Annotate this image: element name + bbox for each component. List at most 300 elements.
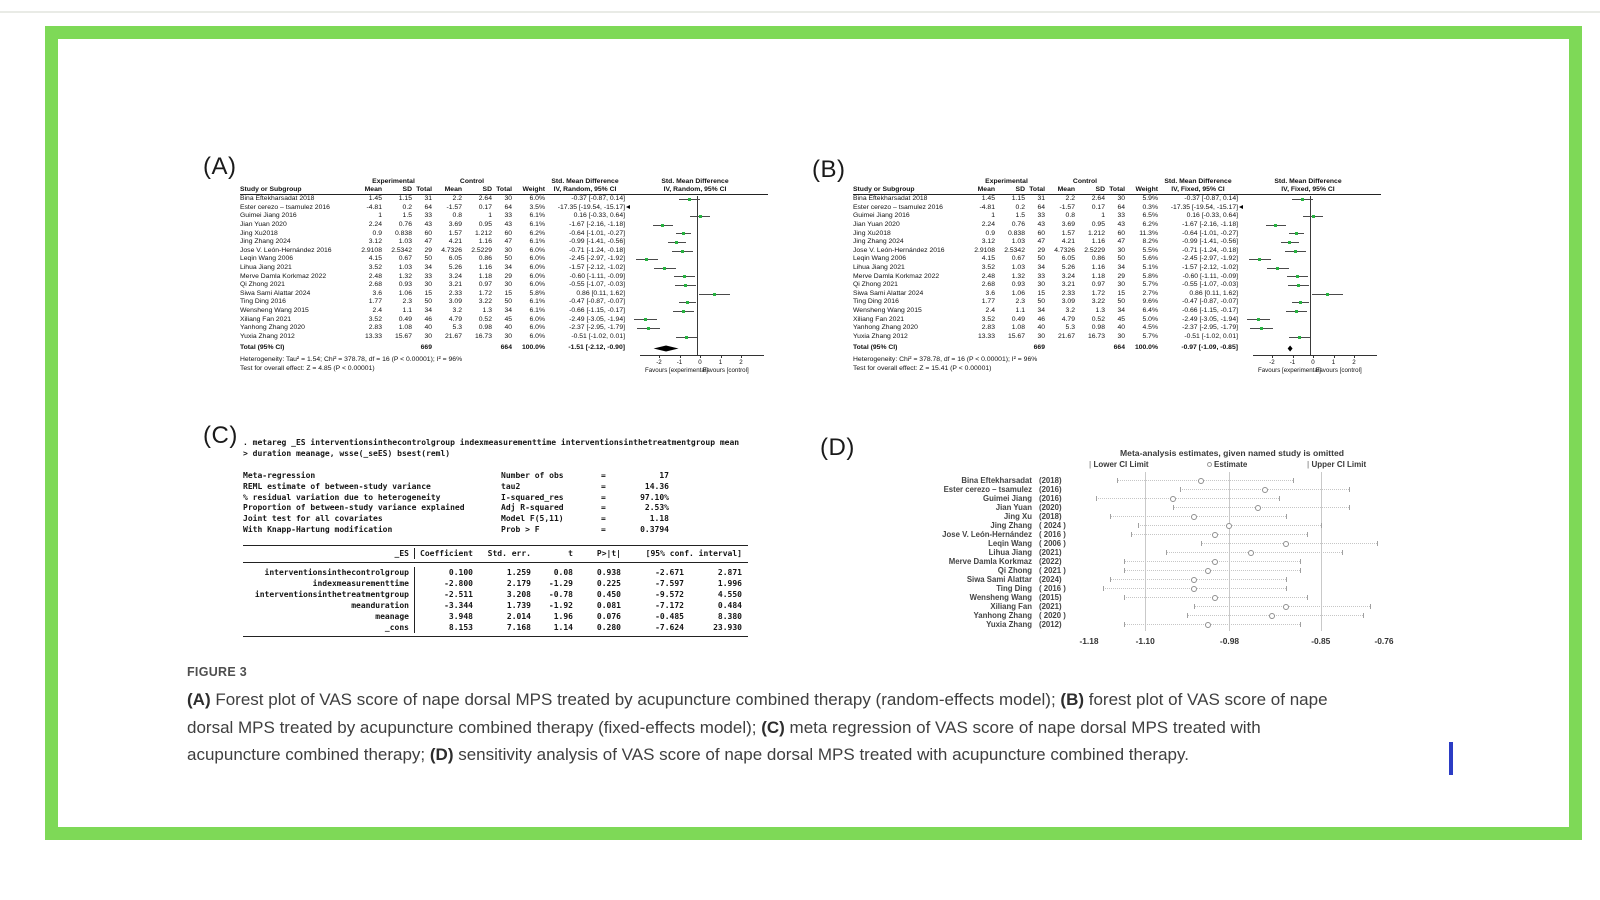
control-mean: -1.57 (1059, 203, 1075, 211)
weight-value: 6.0% (529, 246, 545, 254)
estimate-marker (1170, 496, 1176, 502)
smd-ci-text: -2.37 [-2.95, -1.79] (1182, 324, 1238, 332)
std-err-value: 2.179 (506, 578, 531, 588)
experimental-sd: 1.5 (402, 212, 412, 220)
total-experimental-n: 669 (1033, 344, 1045, 352)
control-mean: 4.7326 (1054, 246, 1075, 254)
experimental-mean: 3.52 (981, 315, 995, 323)
control-sd: 1.16 (1091, 238, 1105, 246)
stat-key: tau2 (501, 481, 521, 491)
control-total: 45 (504, 315, 512, 323)
lower-ci-tick (1138, 523, 1139, 528)
study-year: (2016) (1039, 485, 1062, 494)
control-total: 47 (504, 238, 512, 246)
forest-study-row (853, 221, 1381, 230)
estimate-marker (1283, 604, 1289, 610)
t-value: 1.14 (553, 622, 573, 632)
control-total: 50 (504, 298, 512, 306)
smd-plot-header: Std. Mean Difference (1274, 178, 1342, 185)
figure-caption-heading: FIGURE 3 (187, 665, 248, 679)
control-mean: 21.67 (1057, 332, 1075, 340)
total-ci-text: -1.51 [-2.12, -0.90] (568, 344, 625, 352)
sensitivity-plot-cell (1089, 611, 1384, 620)
experimental-mean: -4.81 (366, 203, 382, 211)
smd-ci-text: -1.67 [-2.16, -1.18] (1182, 220, 1238, 228)
control-mean: 3.2 (1065, 306, 1075, 314)
smd-ci-text: -1.57 [-2.12, -1.02] (569, 263, 625, 271)
std-err-value: 3.208 (506, 589, 531, 599)
point-estimate-marker (699, 215, 702, 218)
estimate-marker (1191, 577, 1197, 583)
ci-plot-cell (625, 298, 765, 307)
weight-value: 5.9% (1142, 195, 1158, 203)
control-mean: 2.33 (1061, 289, 1075, 297)
control-sd: 1.16 (478, 238, 492, 246)
lower-ci-tick (1124, 622, 1125, 627)
control-total: 30 (504, 195, 512, 203)
experimental-total: 50 (1037, 255, 1045, 263)
stat-label: Joint test for all covariates (243, 514, 383, 524)
point-estimate-marker (1295, 310, 1298, 313)
control-total: 40 (504, 324, 512, 332)
omitted-study-label (857, 521, 1083, 530)
estimate-marker (1269, 613, 1275, 619)
total-diamond-cell (625, 344, 765, 353)
figure-caption (187, 665, 1467, 769)
point-estimate-marker (686, 301, 689, 304)
sensitivity-study-row (857, 521, 1392, 530)
forest-total-row (853, 344, 1381, 353)
axis-tick (721, 355, 722, 358)
point-estimate-marker (1258, 258, 1261, 261)
control-mean: 0.8 (1065, 212, 1075, 220)
study-year: (2016) (1039, 494, 1062, 503)
study-year: ( 2024 ) (1039, 521, 1066, 530)
upper-ci-tick (1279, 496, 1280, 501)
forest-study-row (853, 316, 1381, 325)
forest-study-row (240, 316, 768, 325)
upper-ci-tick (1286, 577, 1287, 582)
study-name: Merve Damla Korkmaz 2022 (853, 272, 940, 280)
smd-ci-text: -17.35 [-19.54, -15.17] (1170, 203, 1238, 211)
estimate-marker (1212, 595, 1218, 601)
smd-ci-text: -0.64 [-1.01, -0.27] (1182, 229, 1238, 237)
ci-plot-cell (625, 264, 765, 273)
estimate-marker (1191, 586, 1197, 592)
experimental-sd: 2.5342 (391, 246, 412, 254)
weight-value: 6.0% (529, 281, 545, 289)
omitted-study-label (857, 503, 1083, 512)
axis-tick (741, 355, 742, 358)
regression-row (243, 611, 748, 622)
smd-ci-text: -0.51 [-1.02, 0.01] (1184, 332, 1238, 340)
ci-plot-cell (1238, 298, 1378, 307)
axis-tick-label: -2 (1269, 358, 1275, 366)
smd-ci-text: 0.86 [0.11, 1.62] (576, 289, 625, 297)
forest-study-row (853, 230, 1381, 239)
omitted-study-label (857, 575, 1083, 584)
forest-study-row (240, 255, 768, 264)
sensitivity-plot-cell (1089, 494, 1384, 503)
ci-upper-value: 2.871 (717, 567, 742, 577)
study-name: Wensheng Wang 2015 (853, 306, 922, 314)
weight-value: 5.7% (1142, 332, 1158, 340)
control-total: 30 (504, 281, 512, 289)
study-name: Merve Damla Korkmaz 2022 (240, 272, 327, 280)
ci-lower-value: -7.624 (655, 622, 684, 632)
weight-value: 6.1% (529, 306, 545, 314)
forest-total-row (240, 344, 768, 353)
point-estimate-marker (684, 284, 687, 287)
point-estimate-marker (1299, 301, 1302, 304)
experimental-mean: 0.9 (985, 229, 995, 237)
smd-ci-text: -0.47 [-0.87, -0.07] (1182, 298, 1238, 306)
axis-tick-label: 0 (1311, 358, 1315, 366)
smd-ci-text: -2.49 [-3.05, -1.94] (1182, 315, 1238, 323)
axis-tick (700, 355, 701, 358)
stat-equals: = (601, 492, 606, 502)
ci-plot-cell (625, 195, 765, 204)
experimental-sd: 1.06 (398, 289, 412, 297)
study-name: Bina Eftekharsadat 2018 (853, 195, 928, 203)
estimate-circle-icon (1207, 462, 1212, 467)
control-total: 34 (504, 263, 512, 271)
spacer (432, 344, 492, 353)
ci-plot-cell (625, 212, 765, 221)
control-mean: 3.24 (1061, 272, 1075, 280)
ci-plot-cell (625, 204, 765, 213)
sensitivity-study-row (857, 503, 1392, 512)
ci-plot-cell (1238, 195, 1378, 204)
sensitivity-study-row (857, 494, 1392, 503)
axis-tick-label: 0 (698, 358, 702, 366)
study-name: Bina Eftekharsadat (961, 476, 1032, 485)
favours-experimental-label: Favours [experimental] (1257, 366, 1321, 374)
study-year: ( 2016 ) (1039, 530, 1066, 539)
caption-line (187, 741, 1467, 769)
control-total: 30 (504, 332, 512, 340)
experimental-mean: 2.83 (981, 324, 995, 332)
control-total: 64 (504, 203, 512, 211)
experimental-mean: 2.24 (368, 220, 382, 228)
study-year: (2018) (1039, 512, 1062, 521)
ci-upper-value: 8.380 (717, 611, 742, 621)
experimental-mean: 2.9108 (361, 246, 382, 254)
weight-value: 5.8% (1142, 272, 1158, 280)
point-estimate-marker (682, 310, 685, 313)
control-mean: 4.79 (448, 315, 462, 323)
legend-lower-ci: | Lower CI Limit (1089, 460, 1149, 469)
control-mean: 1.57 (448, 229, 462, 237)
control-mean: 3.2 (452, 306, 462, 314)
weight-value: 6.2% (1142, 220, 1158, 228)
study-year: (2012) (1039, 620, 1062, 629)
study-name: Lihua Jiang 2021 (240, 263, 292, 271)
point-estimate-marker (663, 267, 666, 270)
study-name: Xiliang Fan (990, 602, 1032, 611)
caption-text: sensitivity analysis of VAS score of nape dorsal MPS treated with acupuncture combined therapy. (453, 745, 1189, 764)
study-name: Yanhong Zhang 2020 (240, 324, 305, 332)
smd-ci-text: -0.60 [-1.11, -0.09] (569, 272, 625, 280)
stata-stat-row (243, 503, 788, 514)
study-name: Siwa Sami Alattar 2024 (240, 289, 311, 297)
smd-ci-text: -0.37 [-0.87, 0.14] (571, 195, 625, 203)
ci-plot-cell (1238, 212, 1378, 221)
control-total: 33 (504, 212, 512, 220)
experimental-mean: 2.48 (981, 272, 995, 280)
lower-ci-tick (1187, 613, 1188, 618)
sensitivity-plot-cell (1089, 521, 1384, 530)
experimental-sd: 0.49 (398, 315, 412, 323)
omitted-study-label (857, 539, 1083, 548)
forest-study-row (853, 255, 1381, 264)
study-name: Lihua Jiang (988, 548, 1032, 557)
point-estimate-marker (681, 250, 684, 253)
weight-value: 5.7% (1142, 281, 1158, 289)
study-name: Leqin Wang 2006 (240, 255, 294, 263)
top-divider-line (0, 11, 1600, 13)
study-name: Jing Zhang (990, 521, 1032, 530)
header-p: P>|t| (596, 548, 621, 558)
axis-tick (1293, 355, 1294, 358)
control-total: 29 (1117, 272, 1125, 280)
point-estimate-marker (1295, 232, 1298, 235)
ci-lower-value: -0.485 (655, 611, 684, 621)
regression-row (243, 589, 748, 600)
forest-study-row (240, 281, 768, 290)
stat-equals: = (601, 524, 606, 534)
lower-ci-tick (1096, 496, 1097, 501)
forest-study-row (240, 230, 768, 239)
experimental-sd: 0.49 (1011, 315, 1025, 323)
total-ci-text: -0.97 [-1.09, -0.85] (1181, 344, 1238, 352)
weight-value: 6.0% (529, 315, 545, 323)
experimental-sd: 0.76 (1011, 220, 1025, 228)
column-header: Study or Subgroup (240, 186, 302, 194)
caption-text: dorsal MPS treated by acupuncture combined therapy (fixed-effects model); (187, 717, 762, 737)
study-name: Wensheng Wang 2015 (240, 306, 309, 314)
experimental-mean: 1.45 (368, 195, 382, 203)
point-estimate-marker (661, 224, 664, 227)
axis-tick (1313, 355, 1314, 358)
panel-d-label: (D) (820, 434, 855, 461)
stata-stat-row (243, 525, 788, 536)
sensitivity-legend (1089, 460, 1389, 470)
control-mean: 3.09 (448, 298, 462, 306)
axis-tick-label: -0.76 (1374, 636, 1394, 646)
omitted-study-label (857, 620, 1083, 629)
ci-plot-cell (625, 316, 765, 325)
estimate-marker (1191, 514, 1197, 520)
sensitivity-plot-cell (1089, 566, 1384, 575)
forest-study-row (853, 290, 1381, 299)
study-name: Ester cerezo – tsamulez (943, 485, 1032, 494)
weight-value: 5.0% (1142, 315, 1158, 323)
study-year: ( 2020 ) (1039, 611, 1066, 620)
experimental-total: 30 (1037, 332, 1045, 340)
experimental-sd: 0.2 (402, 203, 412, 211)
control-sd: 1.212 (474, 229, 492, 237)
omitted-study-label (857, 584, 1083, 593)
weight-value: 9.6% (1142, 298, 1158, 306)
weight-value: 8.2% (1142, 238, 1158, 246)
forest-study-row (853, 247, 1381, 256)
study-name: Xiliang Fan 2021 (853, 315, 905, 323)
std-err-value: 1.739 (506, 600, 531, 610)
study-name: Qi Zhong 2021 (240, 281, 285, 289)
experimental-sd: 1.1 (402, 306, 412, 314)
smd-ci-text: -0.71 [-1.24, -0.18] (1182, 246, 1238, 254)
control-total: 64 (1117, 203, 1125, 211)
weight-value: 6.0% (529, 272, 545, 280)
regression-table (243, 545, 748, 637)
forest-study-row (240, 238, 768, 247)
point-estimate-marker (1296, 275, 1299, 278)
stata-stat-row (243, 514, 788, 525)
weight-value: 6.0% (529, 263, 545, 271)
smd-ci-text: -0.37 [-0.87, 0.14] (1184, 195, 1238, 203)
stat-value: 2.53% (644, 503, 669, 513)
sensitivity-plot-cell (1089, 539, 1384, 548)
lower-ci-tick (1131, 532, 1132, 537)
experimental-sd: 0.93 (1011, 281, 1025, 289)
smd-ci-text: -1.57 [-2.12, -1.02] (1182, 263, 1238, 271)
smd-ci-text: -0.71 [-1.24, -0.18] (569, 246, 625, 254)
point-estimate-marker (683, 275, 686, 278)
forest-study-row (853, 212, 1381, 221)
experimental-sd: 2.3 (1015, 298, 1025, 306)
ci-plot-cell (1238, 324, 1378, 333)
legend-estimate: Estimate (1207, 460, 1247, 469)
experimental-sd: 2.5342 (1004, 246, 1025, 254)
header-conf-interval: [95% conf. interval] (645, 548, 742, 558)
axis-tick-label: -0.98 (1219, 636, 1240, 646)
upper-ci-tick (1349, 505, 1350, 510)
experimental-mean: 2.83 (368, 324, 382, 332)
upper-ci-bar-icon: | (1307, 460, 1310, 469)
std-err-value: 1.259 (506, 567, 531, 577)
ci-upper-value: 1.996 (717, 578, 742, 588)
point-estimate-marker (647, 327, 650, 330)
control-mean: 4.21 (448, 238, 462, 246)
column-header: Mean (364, 186, 382, 194)
study-name: Siwa Sami Alattar 2024 (853, 289, 924, 297)
control-total: 30 (1117, 332, 1125, 340)
column-header: Mean (977, 186, 995, 194)
control-sd: 2.5229 (471, 246, 492, 254)
stata-stat-row (243, 471, 788, 482)
lower-ci-tick (1180, 487, 1181, 492)
experimental-sd: 1.03 (1011, 263, 1025, 271)
study-name: Yanhong Zhang (973, 611, 1032, 620)
covariate-name: _cons (243, 622, 415, 633)
experimental-sd: 1.15 (1011, 195, 1025, 203)
experimental-total: 46 (1037, 315, 1045, 323)
control-sd: 2.64 (1091, 195, 1105, 203)
ci-plot-cell (1238, 247, 1378, 256)
control-total: 29 (504, 272, 512, 280)
study-year: (2021) (1039, 548, 1062, 557)
panel-a-forest-plot-random-effects (240, 178, 768, 381)
control-total: 15 (504, 289, 512, 297)
experimental-total: 34 (1037, 263, 1045, 271)
point-estimate-marker (644, 318, 647, 321)
study-name: Jian Yuan 2020 (853, 220, 900, 228)
stata-stat-row (243, 493, 788, 504)
experimental-sd: 2.3 (402, 298, 412, 306)
experimental-total: 64 (1037, 203, 1045, 211)
experimental-total: 46 (424, 315, 432, 323)
panel-c-label: (C) (203, 422, 238, 449)
t-value: -1.29 (548, 578, 573, 588)
estimate-marker (1205, 568, 1211, 574)
study-year: (2022) (1039, 557, 1062, 566)
ci-plot-cell (1238, 238, 1378, 247)
weight-value: 4.5% (1142, 324, 1158, 332)
ci-plot-cell (1238, 307, 1378, 316)
axis-tick-label: -0.85 (1311, 636, 1331, 646)
control-sd: 1.18 (1091, 272, 1105, 280)
legend-upper-ci: | Upper CI Limit (1307, 460, 1367, 469)
experimental-mean: 4.15 (981, 255, 995, 263)
lower-ci-tick (1166, 550, 1167, 555)
coefficient-value: 3.948 (448, 611, 473, 621)
smd-plot-header: Std. Mean Difference (661, 178, 729, 185)
omitted-study-label (857, 485, 1083, 494)
study-name: Wensheng Wang (969, 593, 1032, 602)
study-name: Yuxia Zhang (986, 620, 1032, 629)
experimental-mean: 2.48 (368, 272, 382, 280)
study-name: Ting Ding 2016 (240, 298, 286, 306)
column-header: Study or Subgroup (853, 186, 915, 194)
lower-ci-tick (1201, 541, 1202, 546)
ci-plot-cell (1238, 281, 1378, 290)
study-name: Siwa Sami Alattar (966, 575, 1032, 584)
point-estimate-marker (688, 198, 691, 201)
experimental-sd: 1.08 (398, 324, 412, 332)
experimental-mean: 1.77 (981, 298, 995, 306)
forest-study-row (853, 195, 1381, 204)
upper-ci-tick (1377, 541, 1378, 546)
experimental-mean: 3.12 (368, 238, 382, 246)
overall-effect-note: Test for overall effect: Z = 15.41 (P < 0.00001) (853, 364, 992, 372)
method-plot-header: IV, Random, 95% CI (663, 186, 727, 194)
weight-value: 6.1% (529, 238, 545, 246)
stat-value: 1.18 (649, 514, 669, 524)
control-total: 43 (1117, 220, 1125, 228)
axis-tick (680, 355, 681, 358)
smd-ci-text: -2.37 [-2.95, -1.79] (569, 324, 625, 332)
study-name: Merve Damla Korkmaz (948, 557, 1032, 566)
control-group-header: Control (1072, 178, 1098, 185)
experimental-total: 47 (1037, 238, 1045, 246)
point-estimate-marker (685, 336, 688, 339)
omitted-study-label (857, 557, 1083, 566)
control-sd: 3.22 (1091, 298, 1105, 306)
control-mean: 6.05 (448, 255, 462, 263)
study-name: Ting Ding 2016 (853, 298, 899, 306)
stat-key: I-squared_res (501, 492, 564, 502)
forest-study-row (240, 221, 768, 230)
control-sd: 1.18 (478, 272, 492, 280)
weight-value: 5.6% (1142, 255, 1158, 263)
control-sd: 0.95 (478, 220, 492, 228)
weight-value: 6.0% (529, 255, 545, 263)
control-total: 50 (1117, 298, 1125, 306)
smd-ci-text: 0.16 [-0.33, 0.64] (1186, 212, 1238, 220)
forest-study-row (240, 298, 768, 307)
column-header: Total (496, 186, 512, 194)
